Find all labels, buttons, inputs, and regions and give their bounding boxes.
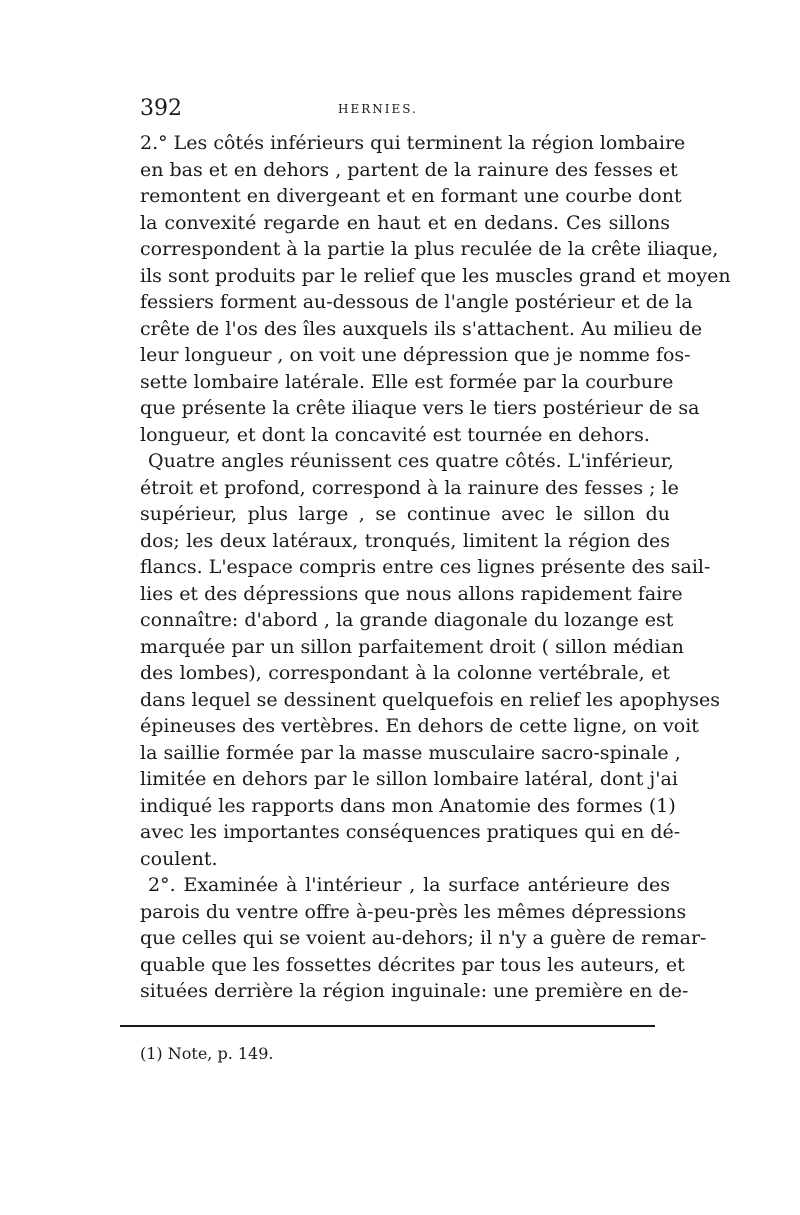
text-line: que présente la crête iliaque vers le tiers postérieur de sa bbox=[140, 397, 700, 419]
text-line: situées derrière la région inguinale: une première en de- bbox=[140, 980, 689, 1002]
text-line: correspondent à la partie la plus reculée de la crête iliaque, bbox=[140, 238, 719, 260]
text-line: coulent. bbox=[140, 847, 218, 870]
running-title: HERNIES. bbox=[338, 102, 418, 116]
text-line: étroit et profond, correspond à la rainure des fesses ; le bbox=[140, 476, 679, 499]
text-line: des lombes), correspondant à la colonne vertébrale, et bbox=[140, 662, 670, 684]
text-line: sette lombaire latérale. Elle est formée par la courbure bbox=[140, 370, 674, 393]
text-line: ils sont produits par le relief que les muscles grand et moyen bbox=[140, 264, 731, 287]
text-line: 2.° Les côtés inférieurs qui terminent la région lombaire bbox=[140, 132, 686, 154]
text-line: crête de l'os des îles auxquels ils s'attachent. Au milieu de bbox=[140, 317, 703, 340]
text-line: dans lequel se dessinent quelquefois en relief les apophyses bbox=[140, 688, 720, 711]
page-number: 392 bbox=[140, 96, 182, 121]
page-header bbox=[140, 96, 670, 126]
text-line: supérieur, plus large , se continue avec le sillon du bbox=[140, 503, 670, 525]
text-line: parois du ventre offre à-peu-près les mêmes dépressions bbox=[140, 900, 687, 923]
footnote: (1) Note, p. 149. bbox=[140, 1044, 274, 1063]
text-line: remontent en divergeant et en formant une courbe dont bbox=[140, 185, 682, 207]
text-line: en bas et en dehors , partent de la rainure des fesses et bbox=[140, 158, 678, 181]
text-line: leur longueur , on voit une dépression que je nomme fos- bbox=[140, 344, 691, 366]
text-line: connaître: d'abord , la grande diagonale du lozange est bbox=[140, 609, 674, 631]
text-line: indiqué les rapports dans mon Anatomie des formes (1) bbox=[140, 794, 676, 817]
text-line: épineuses des vertèbres. En dehors de cette ligne, on voit bbox=[140, 715, 699, 737]
text-line: quable que les fossettes décrites par tous les auteurs, et bbox=[140, 953, 685, 976]
text-line: que celles qui se voient au-dehors; il n'y a guère de remar- bbox=[140, 927, 707, 949]
text-line: fessiers forment au-dessous de l'angle postérieur et de la bbox=[140, 291, 693, 313]
text-line: la saillie formée par la masse musculaire sacro-spinale , bbox=[140, 741, 681, 764]
text-line: dos; les deux latéraux, tronqués, limitent la région des bbox=[140, 529, 670, 552]
text-line: marquée par un sillon parfaitement droit ( sillon médian bbox=[140, 635, 684, 658]
text-line: la convexité regarde en haut et en dedans. Ces sillons bbox=[140, 211, 670, 234]
text-line: limitée en dehors par le sillon lombaire latéral, dont j'ai bbox=[140, 768, 678, 790]
text-line: lies et des dépressions que nous allons rapidement faire bbox=[140, 582, 683, 605]
text-line: avec les importantes conséquences pratiques qui en dé- bbox=[140, 821, 681, 843]
body-text bbox=[140, 130, 731, 1005]
text-line: 2°. Examinée à l'intérieur , la surface antérieure des bbox=[148, 874, 670, 896]
text-line: longueur, et dont la concavité est tournée en dehors. bbox=[140, 423, 650, 446]
text-line: Quatre angles réunissent ces quatre côtés. L'inférieur, bbox=[148, 450, 674, 472]
text-line: flancs. L'espace compris entre ces lignes présente des sail- bbox=[140, 556, 711, 578]
footnote-rule bbox=[120, 1025, 655, 1027]
